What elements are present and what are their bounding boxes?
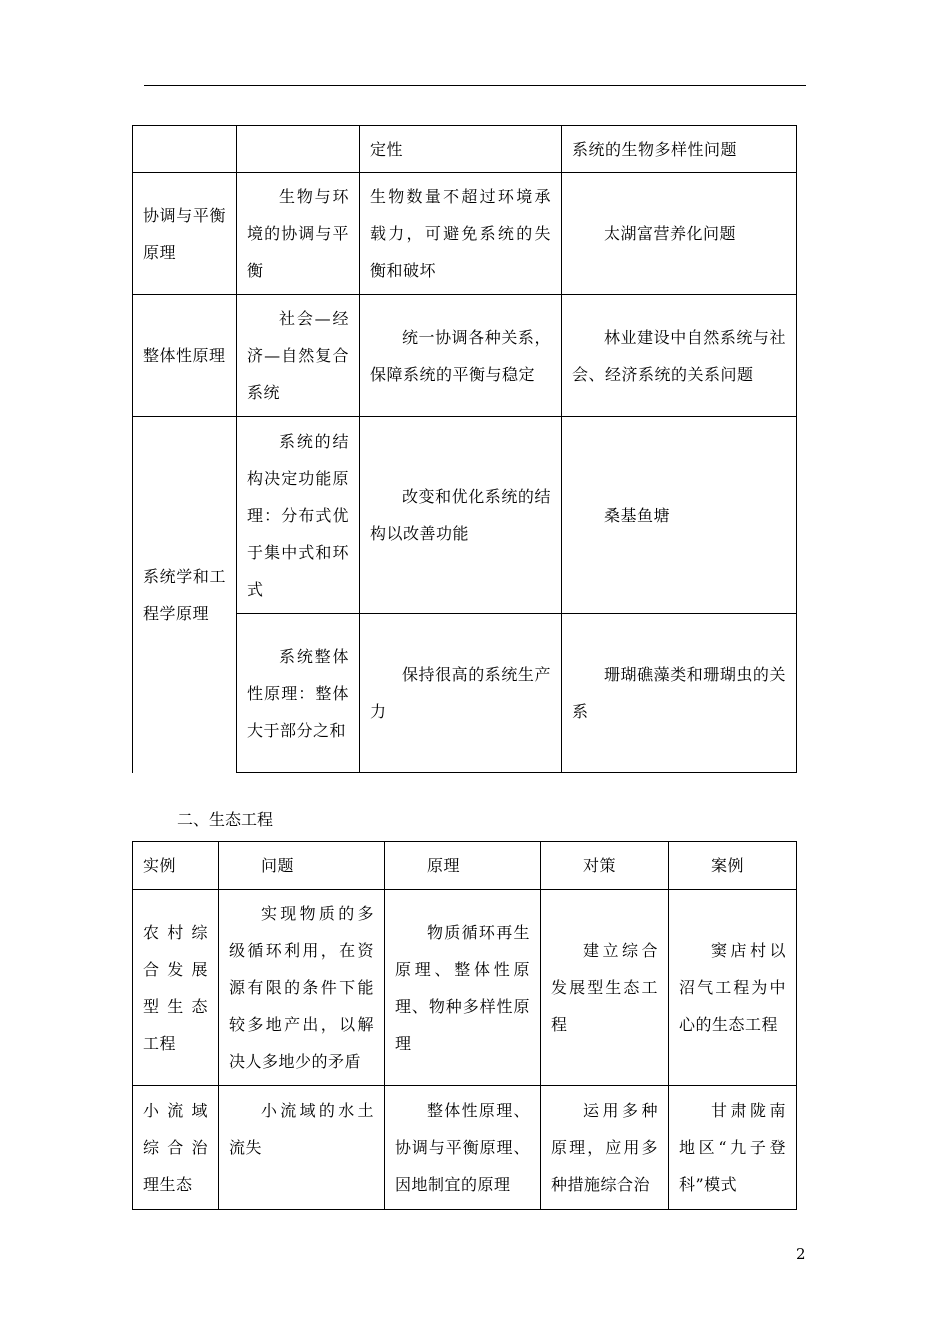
table-row [133, 295, 797, 417]
table-cell: 窦店村以沼气工程为中心的生态工程 [669, 890, 797, 1086]
table-cell: 定性 [360, 126, 562, 173]
table-cell: 建立综合发展型生态工程 [541, 890, 669, 1086]
principles-table [132, 125, 797, 773]
table-cell: 系统的生物多样性问题 [562, 126, 797, 173]
table-cell: 生物与环境的协调与平衡 [237, 173, 360, 295]
table-cell: 系统学和工程学原理 [133, 417, 237, 773]
table-row [133, 173, 797, 295]
header-rule [144, 85, 806, 86]
page-number: 2 [796, 1245, 806, 1263]
table-cell: 协调与平衡原理 [133, 173, 237, 295]
table-header-row [133, 842, 797, 890]
column-header: 原理 [385, 842, 541, 890]
table-cell: 小流域的水土流失 [219, 1086, 385, 1210]
table-row [133, 890, 797, 1086]
table-cell: 整体性原理 [133, 295, 237, 417]
table-cell: 桑基鱼塘 [562, 417, 797, 614]
table-cell: 农村综合发展型生态工程 [133, 890, 219, 1086]
table-cell [133, 126, 237, 173]
table-cell: 系统的结构决定功能原理：分布式优于集中式和环式 [237, 417, 360, 614]
table-cell: 社会—经济—自然复合系统 [237, 295, 360, 417]
table-cell: 保持很高的系统生产力 [360, 614, 562, 773]
table-row [133, 417, 797, 614]
table-cell: 系统整体性原理：整体大于部分之和 [237, 614, 360, 773]
table-cell: 林业建设中自然系统与社会、经济系统的关系问题 [562, 295, 797, 417]
section-heading: 二、生态工程 [177, 810, 274, 829]
table-cell [237, 126, 360, 173]
eco-engineering-table [132, 841, 797, 1210]
table-row [133, 1086, 797, 1210]
column-header: 案例 [669, 842, 797, 890]
table-cell: 生物数量不超过环境承载力，可避免系统的失衡和破坏 [360, 173, 562, 295]
table-cell: 运用多种原理，应用多种措施综合治 [541, 1086, 669, 1210]
table-cell: 珊瑚礁藻类和珊瑚虫的关系 [562, 614, 797, 773]
table-cell: 整体性原理、协调与平衡原理、因地制宜的原理 [385, 1086, 541, 1210]
table-cell: 小流域综合治理生态 [133, 1086, 219, 1210]
column-header: 对策 [541, 842, 669, 890]
table-cell: 太湖富营养化问题 [562, 173, 797, 295]
column-header: 问题 [219, 842, 385, 890]
table-cell: 甘肃陇南地区“九子登科”模式 [669, 1086, 797, 1210]
table-cell: 改变和优化系统的结构以改善功能 [360, 417, 562, 614]
column-header: 实例 [133, 842, 219, 890]
table-cell: 统一协调各种关系，保障系统的平衡与稳定 [360, 295, 562, 417]
table-row [133, 126, 797, 173]
table-cell: 物质循环再生原理、整体性原理、物种多样性原理 [385, 890, 541, 1086]
table-cell: 实现物质的多级循环利用，在资源有限的条件下能较多地产出，以解决人多地少的矛盾 [219, 890, 385, 1086]
